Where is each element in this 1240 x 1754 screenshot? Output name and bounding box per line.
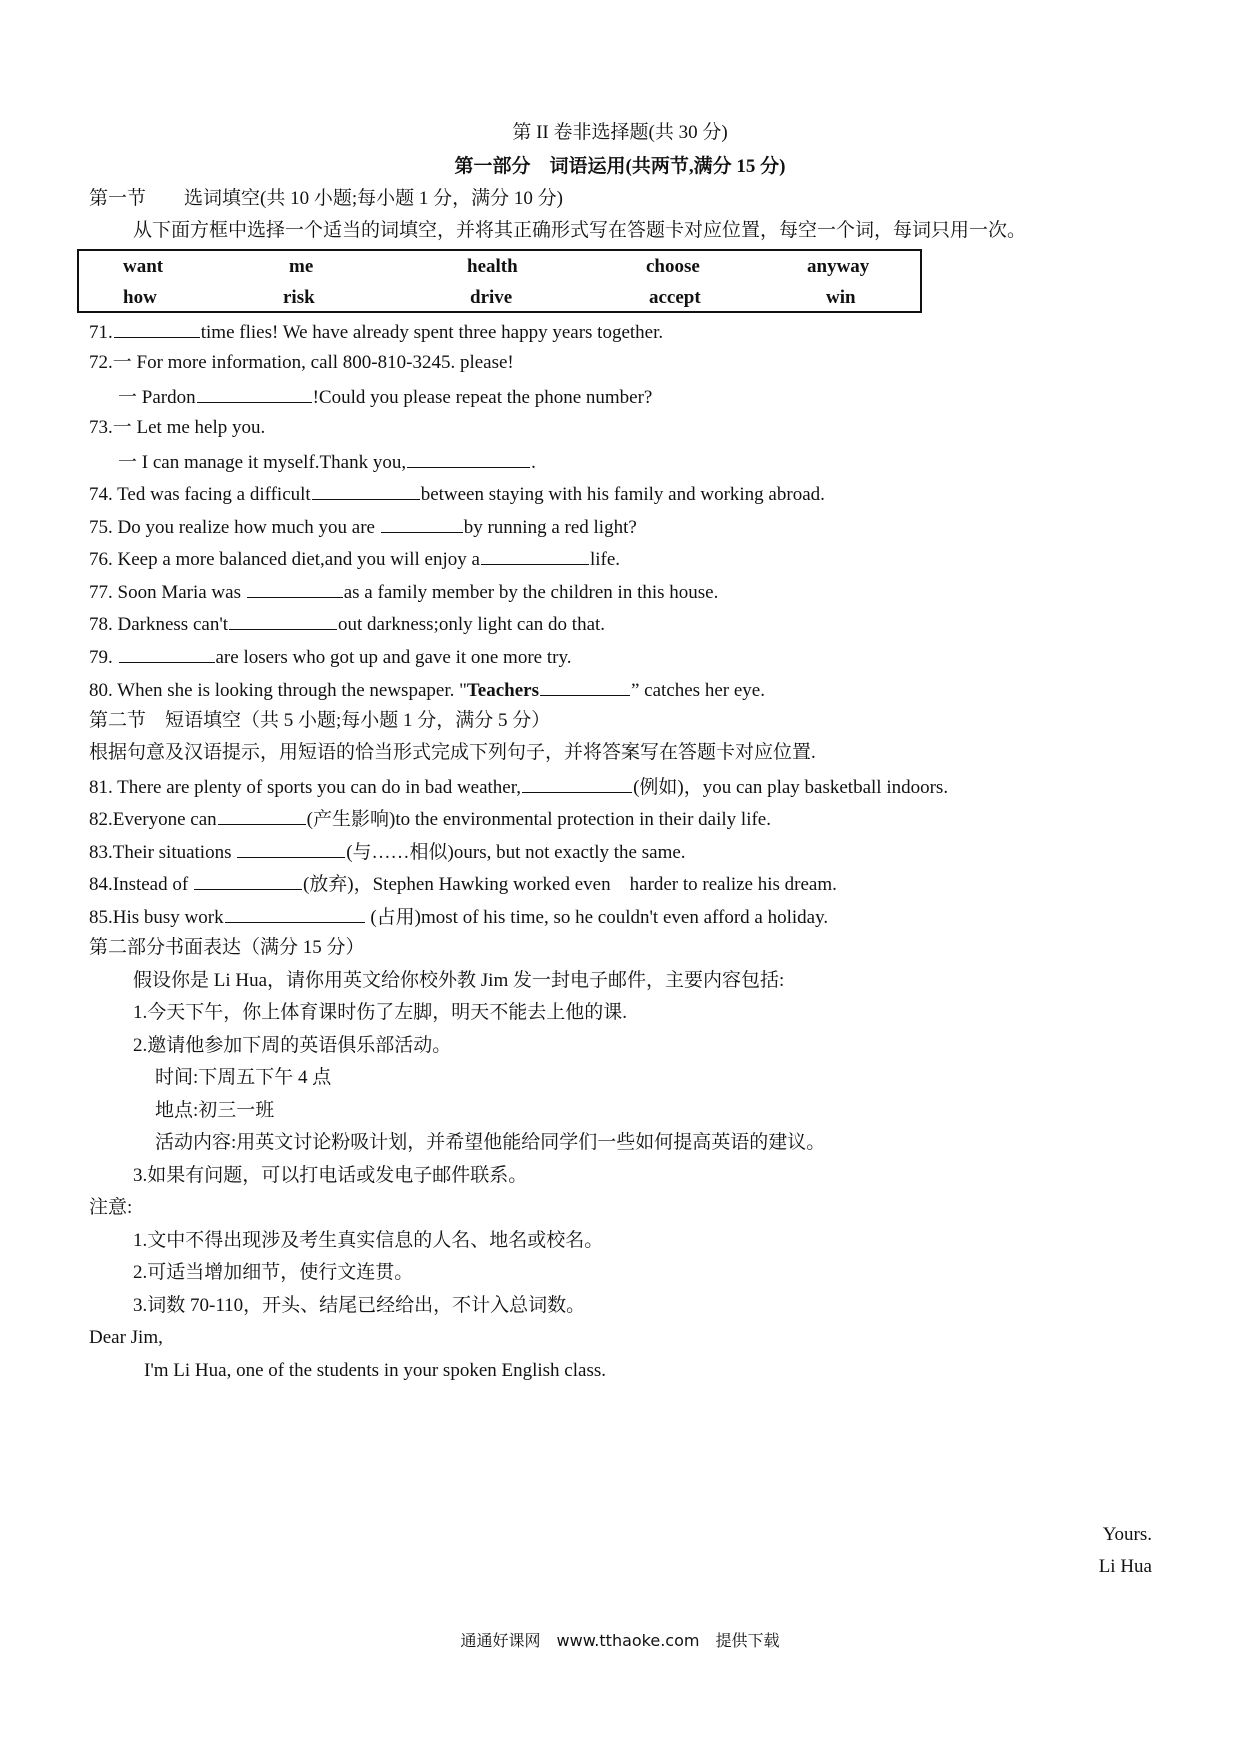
word-box-item: risk (283, 287, 315, 308)
word-box-item: drive (470, 287, 513, 308)
question-85: 85.His busy work (占用)most of his time, so he couldn't even afford a holiday. (89, 904, 828, 930)
question-72-prompt: 72.一 For more information, call 800-810-3245. please! (89, 352, 514, 373)
word-box (77, 249, 922, 313)
note-item: 1.文中不得出现涉及考生真实信息的人名、地名或校名。 (133, 1230, 604, 1251)
question-77: 77. Soon Maria was as a family member by the children in this house. (89, 579, 718, 605)
question-80: 80. When she is looking through the newspaper. "Teachers ” catches her eye. (89, 677, 765, 703)
question-74: 74. Ted was facing a difficult between staying with his family and working abroad. (89, 481, 825, 507)
answer-blank[interactable] (114, 319, 200, 338)
answer-blank[interactable] (540, 677, 630, 696)
answer-blank[interactable] (229, 611, 337, 630)
letter-closing: Yours. (1102, 1524, 1152, 1545)
answer-blank[interactable] (197, 384, 312, 403)
volume-title: 第 II 卷非选择题(共 30 分) (512, 122, 728, 143)
question-73-prompt: 73.一 Let me help you. (89, 417, 266, 438)
answer-blank[interactable] (247, 579, 343, 598)
answer-blank[interactable] (218, 806, 306, 825)
question-72: 一 Pardon !Could you please repeat the phone number? (118, 384, 652, 410)
question-71: 71. time flies! We have already spent three happy years together. (89, 319, 663, 345)
word-box-item: me (289, 256, 314, 277)
word-box-item: win (826, 287, 856, 308)
section2-instruction: 根据句意及汉语提示，用短语的恰当形式完成下列句子，并将答案写在答题卡对应位置. (89, 742, 816, 763)
word-box-item: accept (649, 287, 701, 308)
question-79: 79. are losers who got up and gave it one more try. (89, 644, 571, 670)
part2-prompt: 假设你是 Li Hua，请你用英文给你校外教 Jim 发一封电子邮件，主要内容包括: (133, 970, 785, 991)
note-item: 3.词数 70-110，开头、结尾已经给出，不计入总词数。 (133, 1295, 586, 1316)
question-82: 82.Everyone can (产生影响)to the environmental protection in their daily life. (89, 806, 771, 832)
part2-point: 活动内容:用英文讨论粉吸计划，并希望他能给同学们一些如何提高英语的建议。 (155, 1132, 826, 1153)
word-box-item: want (123, 256, 164, 277)
section1-title: 第一节 选词填空(共 10 小题;每小题 1 分，满分 10 分) (89, 188, 563, 209)
question-78: 78. Darkness can't out darkness;only light can do that. (89, 611, 605, 637)
note-item: 2.可适当增加细节，使行文连贯。 (133, 1262, 414, 1283)
question-76: 76. Keep a more balanced diet,and you will enjoy a life. (89, 546, 620, 572)
answer-blank[interactable] (225, 904, 365, 923)
word-box-item: health (467, 256, 518, 277)
part1-title: 第一部分 词语运用(共两节,满分 15 分) (454, 156, 786, 177)
answer-blank[interactable] (237, 839, 345, 858)
answer-blank[interactable] (407, 449, 530, 468)
question-73: 一 I can manage it myself.Thank you, . (118, 449, 536, 475)
page-footer: 通通好课网 www.tthaoke.com 提供下载 (460, 1631, 780, 1650)
section2-title: 第二节 短语填空（共 5 小题;每小题 1 分，满分 5 分） (89, 710, 551, 731)
question-83: 83.Their situations (与……相似)ours, but not exactly the same. (89, 839, 686, 865)
question-75: 75. Do you realize how much you are by running a red light? (89, 514, 637, 540)
answer-blank[interactable] (194, 871, 302, 890)
answer-blank[interactable] (381, 514, 463, 533)
part2-point: 2.邀请他参加下周的英语俱乐部活动。 (133, 1035, 452, 1056)
part2-point: 时间:下周五下午 4 点 (155, 1067, 332, 1088)
part2-point: 1.今天下午，你上体育课时伤了左脚，明天不能去上他的课. (133, 1002, 628, 1023)
part2-title: 第二部分书面表达（满分 15 分） (89, 937, 365, 958)
notes-title: 注意: (89, 1197, 133, 1218)
answer-blank[interactable] (312, 481, 420, 500)
word-box-item: anyway (807, 256, 870, 277)
answer-blank[interactable] (522, 774, 632, 793)
part2-point: 地点:初三一班 (155, 1100, 275, 1121)
letter-opening: I'm Li Hua, one of the students in your spoken English class. (144, 1360, 606, 1381)
answer-blank[interactable] (119, 644, 215, 663)
answer-blank[interactable] (481, 546, 589, 565)
word-box-item: choose (646, 256, 700, 277)
letter-signature: Li Hua (1098, 1556, 1152, 1577)
word-box-item: how (123, 287, 157, 308)
part2-point: 3.如果有问题，可以打电话或发电子邮件联系。 (133, 1165, 528, 1186)
section1-instruction: 从下面方框中选择一个适当的词填空，并将其正确形式写在答题卡对应位置，每空一个词，每词只用一次。 (133, 220, 1027, 241)
letter-salutation: Dear Jim, (89, 1327, 163, 1348)
question-81: 81. There are plenty of sports you can do in bad weather, (例如)，you can play basketball indoors. (89, 774, 948, 800)
question-84: 84.Instead of (放弃)，Stephen Hawking worked even harder to realize his dream. (89, 871, 837, 897)
